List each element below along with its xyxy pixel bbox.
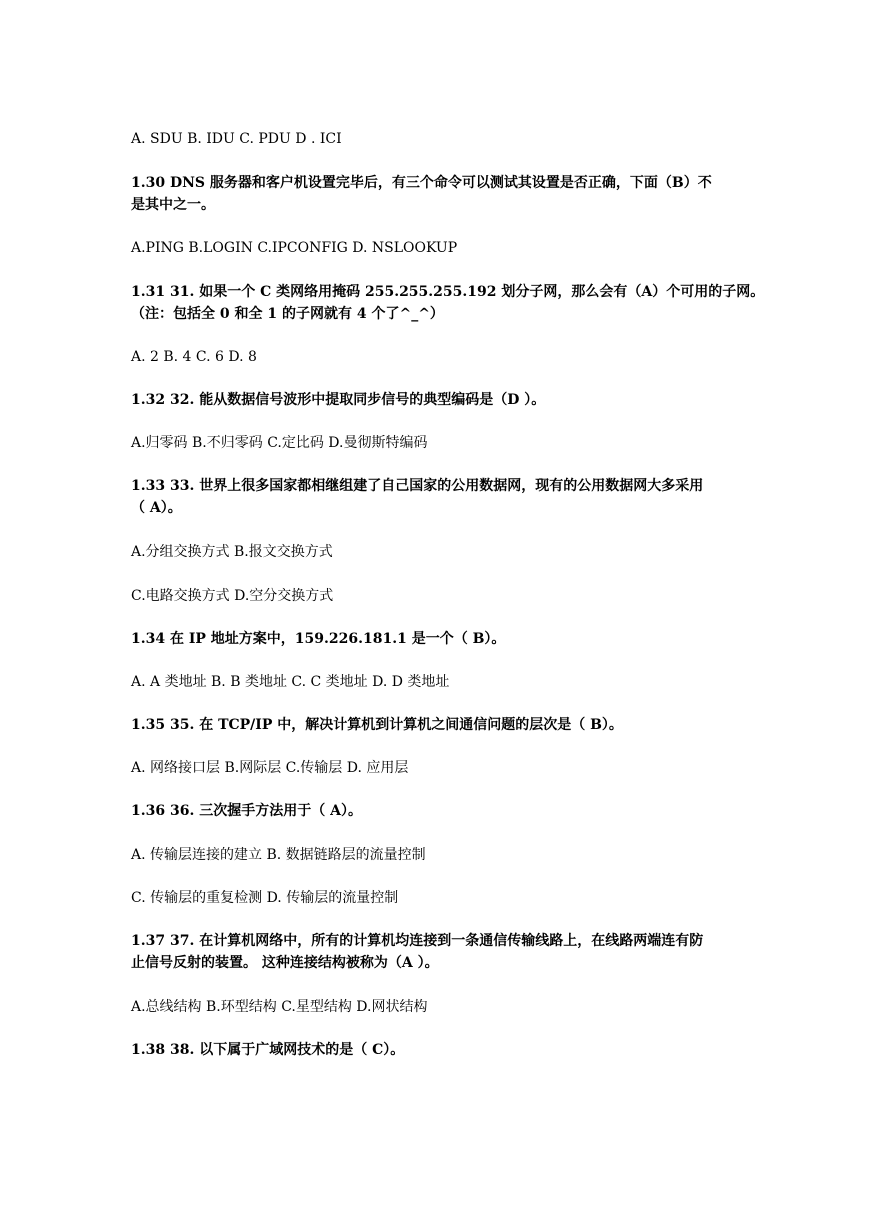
question-line: （注：包括全 0 和全 1 的子网就有 4 个了^_^） bbox=[131, 306, 444, 322]
question-line: 1.38 38. 以下属于广域网技术的是（ C）。 bbox=[131, 1042, 405, 1058]
option-line: A. 2 B. 4 C. 6 D. 8 bbox=[131, 349, 257, 365]
question-line: 1.35 35. 在 TCP/IP 中，解决计算机到计算机之间通信问题的层次是（ B）。 bbox=[131, 717, 623, 733]
option-line: A.归零码 B.不归零码 C.定比码 D.曼彻斯特编码 bbox=[131, 435, 428, 451]
option-line: A. 传输层连接的建立 B. 数据链路层的流量控制 bbox=[131, 847, 426, 863]
option-line: A.分组交换方式 B.报文交换方式 bbox=[131, 544, 333, 560]
question-line: 1.32 32. 能从数据信号波形中提取同步信号的典型编码是（D ）。 bbox=[131, 392, 546, 408]
option-line: A.总线结构 B.环型结构 C.星型结构 D.网状结构 bbox=[131, 999, 428, 1015]
question-line: （ A）。 bbox=[131, 500, 182, 516]
option-line: A. A 类地址 B. B 类地址 C. C 类地址 D. D 类地址 bbox=[131, 674, 450, 690]
question-line: 1.34 在 IP 地址方案中，159.226.181.1 是一个（ B）。 bbox=[131, 631, 506, 647]
option-line: A. SDU B. IDU C. PDU D . ICI bbox=[131, 131, 342, 147]
question-line: 1.31 31. 如果一个 C 类网络用掩码 255.255.255.192 划分子网，那么会有（A）个可用的子网。 bbox=[131, 284, 765, 300]
option-line: A. 网络接口层 B.网际层 C.传输层 D. 应用层 bbox=[131, 760, 409, 776]
option-line: C.电路交换方式 D.空分交换方式 bbox=[131, 588, 334, 604]
question-line: 1.36 36. 三次握手方法用于（ A）。 bbox=[131, 803, 362, 819]
question-line: 是其中之一。 bbox=[131, 197, 215, 213]
question-line: 1.30 DNS 服务器和客户机设置完毕后，有三个命令可以测试其设置是否正确，下面（B）不 bbox=[131, 175, 712, 191]
question-line: 止信号反射的装置。 这种连接结构被称为（A ）。 bbox=[131, 955, 439, 971]
option-line: C. 传输层的重复检测 D. 传输层的流量控制 bbox=[131, 890, 399, 906]
question-line: 1.33 33. 世界上很多国家都相继组建了自己国家的公用数据网，现有的公用数据网大多采用 bbox=[131, 478, 704, 494]
question-line: 1.37 37. 在计算机网络中，所有的计算机均连接到一条通信传输线路上，在线路两端连有防 bbox=[131, 933, 704, 949]
option-line: A.PING B.LOGIN C.IPCONFIG D. NSLOOKUP bbox=[131, 240, 458, 256]
